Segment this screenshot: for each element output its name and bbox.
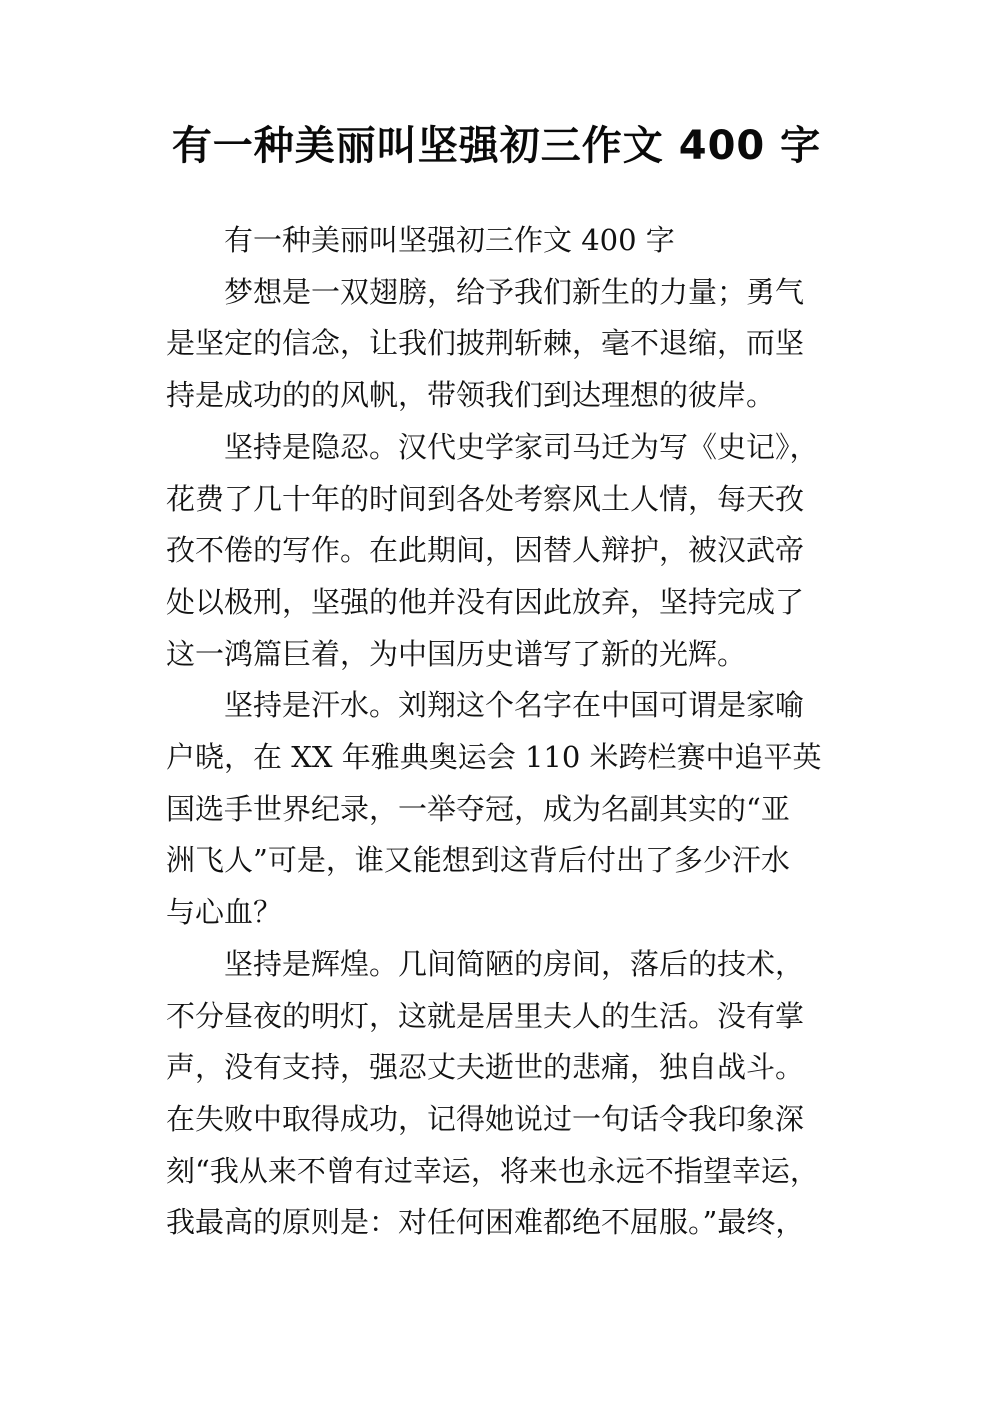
text-line: 孜不倦的写作。在此期间，因替人辩护，被汉武帝 <box>166 533 805 568</box>
text-line: 花费了几十年的时间到各处考察风土人情，每天孜 <box>166 481 805 516</box>
document-title: 有一种美丽叫坚强初三作文 400 字 <box>171 123 822 169</box>
text-line: 国选手世界纪录，一举夺冠，成为名副其实的“亚 <box>166 791 790 826</box>
text-line: 持是成功的的风帆，带领我们到达理想的彼岸。 <box>166 378 776 413</box>
text-line: 我最高的原则是：对任何困难都绝不屈服。”最终， <box>166 1205 805 1240</box>
text-line: 坚持是辉煌。几间简陋的房间，落后的技术， <box>224 946 805 981</box>
document-body <box>166 215 842 1249</box>
text-line: 坚持是汗水。刘翔这个名字在中国可谓是家喻 <box>224 688 805 723</box>
text-line: 不分昼夜的明灯，这就是居里夫人的生活。没有掌 <box>166 998 805 1033</box>
text-line: 户晓，在 XX 年雅典奥运会 110 米跨栏赛中追平英 <box>166 740 822 775</box>
text-line: 有一种美丽叫坚强初三作文 400 字 <box>224 223 675 257</box>
text-line: 是坚定的信念，让我们披荆斩棘，毫不退缩，而坚 <box>166 326 805 361</box>
paragraph-endurance <box>166 422 842 681</box>
paragraph-sweat <box>166 680 842 939</box>
paragraph-dream <box>166 267 842 422</box>
text-line: 在失败中取得成功，记得她说过一句话令我印象深 <box>166 1101 805 1136</box>
text-line: 声，没有支持，强忍丈夫逝世的悲痛，独自战斗。 <box>166 1050 805 1085</box>
paragraph-glory <box>166 939 842 1249</box>
text-line: 这一鸿篇巨着，为中国历史谱写了新的光辉。 <box>166 636 747 671</box>
text-line: 梦想是一双翅膀，给予我们新生的力量；勇气 <box>224 274 805 309</box>
text-line: 与心血？ <box>166 895 283 930</box>
paragraph-heading <box>166 215 842 267</box>
text-line: 坚持是隐忍。汉代史学家司马迁为写《史记》， <box>224 429 819 464</box>
text-line: 刻“我从来不曾有过幸运，将来也永远不指望幸运， <box>166 1153 819 1188</box>
text-line: 洲飞人”可是，谁又能想到这背后付出了多少汗水 <box>166 843 790 878</box>
text-line: 处以极刑，坚强的他并没有因此放弃，坚持完成了 <box>166 584 805 619</box>
